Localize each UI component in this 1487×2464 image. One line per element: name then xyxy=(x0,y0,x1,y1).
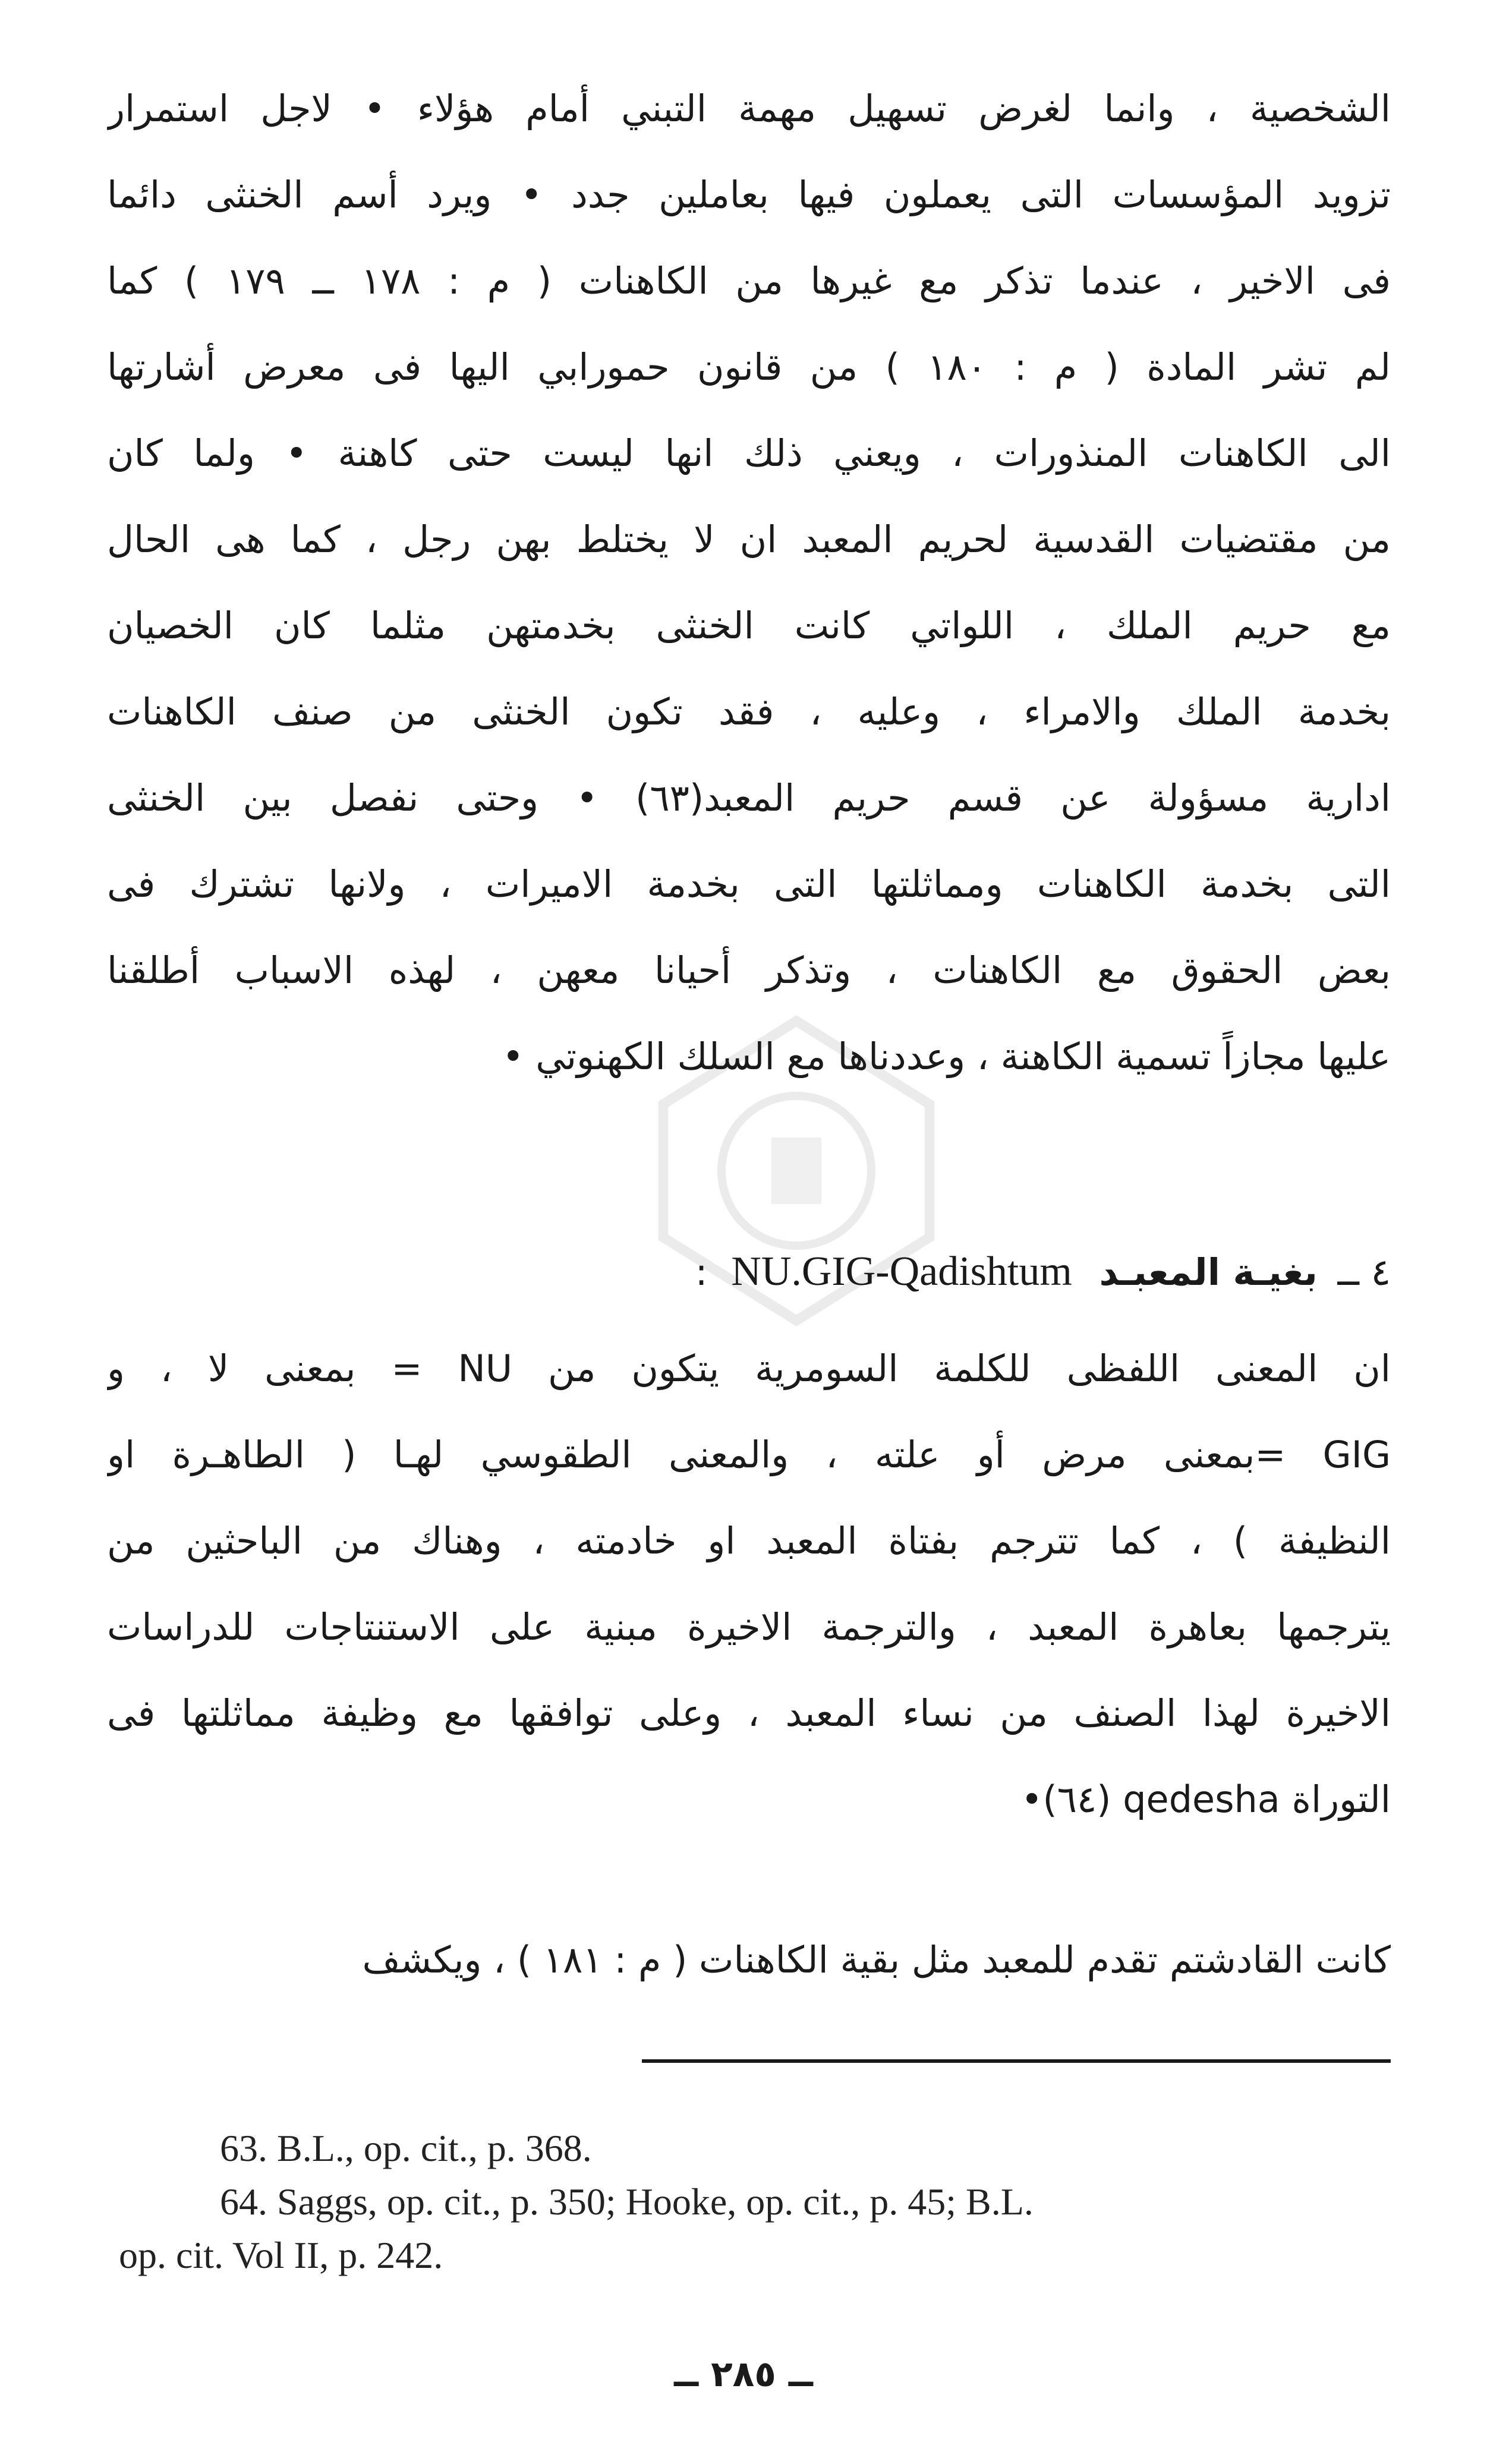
section-title: بغيـة المعبـد xyxy=(1099,1250,1318,1294)
text-line: بخدمة الملك والامراء ، وعليه ، فقد تكون الخنثى من صنف الكاهنات xyxy=(107,690,1391,733)
text-line: يترجمها بعاهرة المعبد ، والترجمة الاخيرة مبنية على الاستنتاجات للدراسات xyxy=(107,1605,1391,1649)
text-line: كانت القادشتم تقدم للمعبد مثل بقية الكاهنات ( م : ١٨١ ) ، ويكشف xyxy=(362,1938,1391,1981)
paragraph-nugig-meaning xyxy=(107,1325,1391,1842)
text-line: التى بخدمة الكاهنات ومماثلتها التى بخدمة الاميرات ، ولانها تشترك فى xyxy=(107,862,1391,906)
section-number: ٤ ــ xyxy=(1337,1250,1391,1294)
text-line: ادارية مسؤولة عن قسم حريم المعبد(٦٣) • وحتى نفصل بين الخنثى xyxy=(107,776,1391,820)
text-line: ان المعنى اللفظى للكلمة السومرية يتكون من NU = بمعنى لا ، و xyxy=(107,1347,1391,1390)
paragraph-priestess-hermaphrodite xyxy=(107,65,1391,1099)
footnote-64-continuation: op. cit. Vol II, p. 242. xyxy=(119,2234,443,2276)
text-line: النظيفة ) ، كما تترجم بفتاة المعبد او خادمته ، وهناك من الباحثين من xyxy=(107,1519,1391,1562)
text-line: من مقتضيات القدسية لحريم المعبد ان لا يختلط بهن رجل ، كما هى الحال xyxy=(107,518,1391,561)
text-line: التوراة qedesha (٦٤)• xyxy=(1020,1778,1391,1821)
text-line: GIG =بمعنى مرض أو علته ، والمعنى الطقوسي لهـا ( الطاهـرة او xyxy=(107,1433,1391,1476)
section-heading xyxy=(107,1239,1391,1305)
paragraph-qadishtum xyxy=(107,1917,1391,2003)
text-line: الاخيرة لهذا الصنف من نساء المعبد ، وعلى توافقها مع وظيفة مماثلتها فى xyxy=(107,1691,1391,1735)
text-line: لم تشر المادة ( م : ١٨٠ ) من قانون حمورابي اليها فى معرض أشارتها xyxy=(107,345,1391,389)
text-line: الى الكاهنات المنذورات ، ويعني ذلك انها ليست حتى كاهنة • ولما كان xyxy=(107,431,1391,475)
footnote-64: 64. Saggs, op. cit., p. 350; Hooke, op. cit., p. 45; B.L. xyxy=(220,2181,1034,2223)
text-line: عليها مجازاً تسمية الكاهنة ، وعددناها مع السلك الكهنوتي • xyxy=(502,1035,1391,1078)
section-latin-term: NU.GIG-Qadishtum xyxy=(731,1249,1072,1294)
text-line: مع حريم الملك ، اللواتي كانت الخنثى بخدمتهن مثلما كان الخصيان xyxy=(107,604,1391,647)
text-line: فى الاخير ، عندما تذكر مع غيرها من الكاهنات ( م : ١٧٨ ــ ١٧٩ ) كما xyxy=(107,259,1391,303)
text-line: الشخصية ، وانما لغرض تسهيل مهمة التبني أمام هؤلاء • لاجل استمرار xyxy=(107,87,1391,130)
section-colon: : xyxy=(695,1250,708,1294)
footnote-separator-rule xyxy=(642,2059,1391,2063)
page-number: ــ ٢٨٥ ــ xyxy=(674,2353,813,2395)
text-line: تزويد المؤسسات التى يعملون فيها بعاملين جدد • ويرد أسم الخنثى دائما xyxy=(107,173,1391,216)
footnote-63: 63. B.L., op. cit., p. 368. xyxy=(220,2127,592,2169)
text-line: بعض الحقوق مع الكاهنات ، وتذكر أحيانا معهن ، لهذه الاسباب أطلقنا xyxy=(107,949,1391,992)
